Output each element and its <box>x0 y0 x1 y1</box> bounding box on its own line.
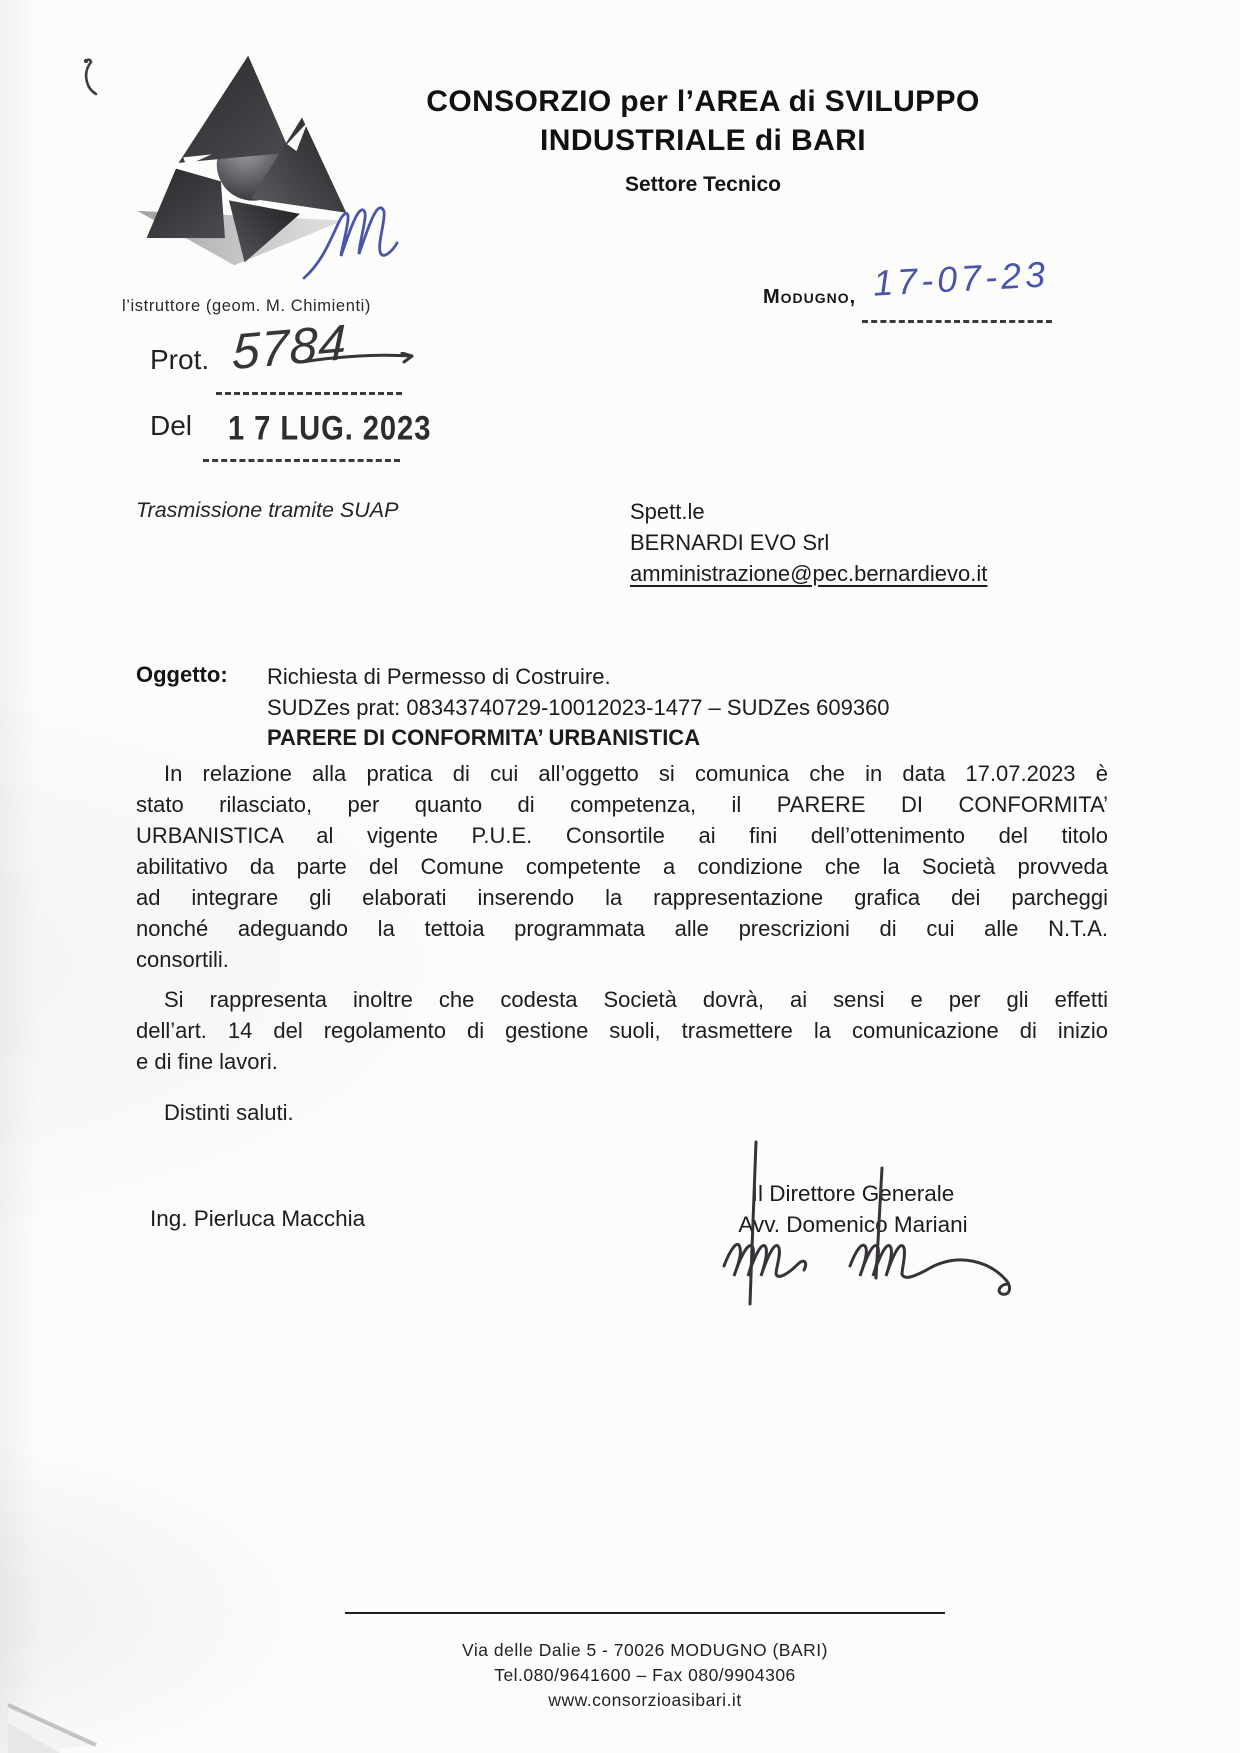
department-name: Settore Tecnico <box>625 173 781 196</box>
folded-corner-artifact <box>0 1683 180 1753</box>
subject-label: Oggetto: <box>136 662 228 687</box>
director-signature <box>710 1138 1040 1310</box>
date-underline <box>862 320 1052 323</box>
para1-line: abilitativo da parte del Comune competente a condizione che la Società provveda <box>136 854 1108 879</box>
para2-line: e di fine lavori. <box>136 1049 278 1074</box>
recipient-salutation: Spett.le <box>630 499 705 524</box>
recipient-block <box>630 496 987 589</box>
pen-cross-stroke <box>300 352 418 366</box>
para1-line: nonché adeguando la tettoia programmata alle prescrizioni di cui alle N.T.A. <box>136 916 1108 941</box>
para2-line: Si rappresenta inoltre che codesta Società dovrà, ai sensi e per gli effetti <box>164 987 1108 1012</box>
right-signer-name: Avv. Domenico Mariani <box>738 1212 968 1237</box>
recipient-email: amministrazione@pec.bernardievo.it <box>630 561 988 586</box>
subject-line1: Richiesta di Permesso di Costruire. <box>267 664 611 689</box>
footer-address: Via delle Dalie 5 - 70026 MODUGNO (BARI) <box>462 1640 828 1660</box>
prot-underline <box>216 392 402 395</box>
closing-salutation: Distinti saluti. <box>164 1100 294 1125</box>
para1-line: In relazione alla pratica di cui all’oggetto si comunica che in data 17.07.2023 è <box>164 761 1108 786</box>
del-label: Del <box>150 410 193 441</box>
letterhead <box>348 82 1058 197</box>
footer-block <box>295 1638 995 1713</box>
pen-mark-artifact <box>72 55 108 111</box>
subject-line3: PARERE DI CONFORMITA’ URBANISTICA <box>267 725 701 750</box>
prot-label: Prot. <box>150 344 210 375</box>
subject-body <box>267 662 1107 754</box>
body-paragraph-1 <box>136 758 1108 975</box>
para1-line: ad integrare gli elaborati inserendo la rappresentazione grafica dei parcheggi <box>136 885 1108 910</box>
handwritten-date: 17-07-23 <box>872 253 1051 304</box>
footer-divider <box>345 1612 945 1614</box>
handwritten-initials <box>298 202 403 284</box>
place-label: Modugno, <box>763 286 857 308</box>
org-name-line1: CONSORZIO per l’AREA di SVILUPPO <box>426 85 980 118</box>
subject-line2: SUDZes prat: 08343740729-10012023-1477 – SUDZes 609360 <box>267 694 890 720</box>
right-signer-title: Il Direttore Generale <box>751 1181 955 1206</box>
left-signer-name: Ing. Pierluca Macchia <box>150 1206 366 1231</box>
body-paragraph-2 <box>136 984 1108 1077</box>
para1-line: consortili. <box>136 947 229 972</box>
transmission-note: Trasmissione tramite SUAP <box>136 498 399 522</box>
istruttore-caption: l’istruttore (geom. M. Chimienti) <box>122 297 372 315</box>
org-name-line2: INDUSTRIALE di BARI <box>540 124 866 157</box>
para1-line: stato rilasciato, per quanto di competenza, il PARERE DI CONFORMITA’ <box>136 792 1108 817</box>
date-stamp: 1 7 LUG. 2023 <box>228 408 432 448</box>
del-underline <box>203 459 400 462</box>
recipient-company: BERNARDI EVO Srl <box>630 530 830 555</box>
para2-line: dell’art. 14 del regolamento di gestione suoli, trasmettere la comunicazione di inizio <box>136 1018 1108 1043</box>
footer-phone: Tel.080/9641600 – Fax 080/9904306 <box>494 1665 796 1685</box>
para1-line: URBANISTICA al vigente P.U.E. Consortile ai fini dell’ottenimento del titolo <box>136 823 1108 848</box>
footer-website: www.consorzioasibari.it <box>548 1690 742 1710</box>
handwritten-prot-number: 5784 <box>231 313 348 381</box>
